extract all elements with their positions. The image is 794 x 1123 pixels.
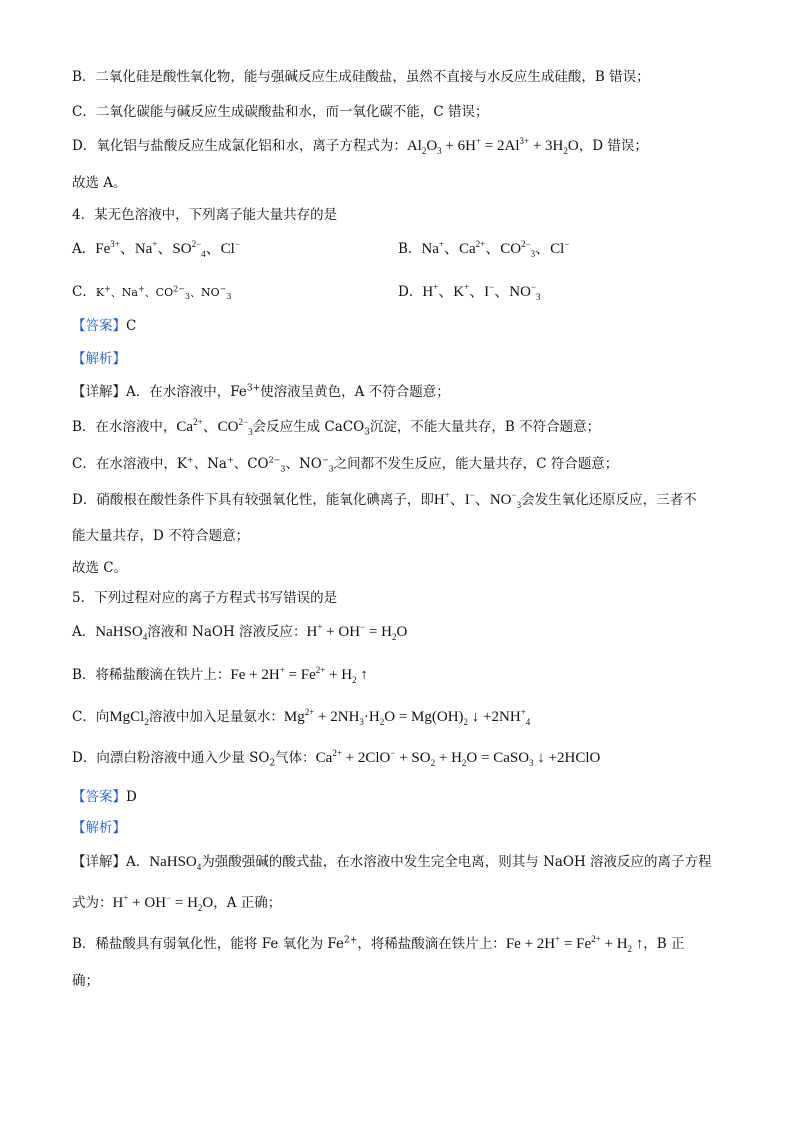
text: Al bbox=[406, 138, 422, 154]
text: + H bbox=[435, 750, 462, 766]
text: Ca bbox=[176, 419, 194, 435]
text: K bbox=[95, 286, 105, 299]
text: O = CaSO bbox=[466, 750, 530, 766]
question-5-stem bbox=[72, 589, 337, 607]
analysis-label: 【解析】 bbox=[72, 351, 126, 367]
superscript: 3+ bbox=[519, 136, 530, 146]
subscript: 2 bbox=[269, 758, 276, 769]
subscript: 2 bbox=[430, 758, 436, 768]
text: ↑ bbox=[356, 667, 368, 683]
superscript: + bbox=[104, 284, 111, 294]
superscript: 2+ bbox=[591, 934, 601, 944]
text: ↑ bbox=[632, 936, 644, 952]
text: Mg bbox=[283, 709, 305, 725]
text: D．硝酸根在酸性条件下具有较强氧化性，能氧化碘离子，即 bbox=[72, 492, 434, 508]
text: 、SO bbox=[157, 241, 192, 257]
text-line bbox=[72, 103, 488, 121]
superscript: 2− bbox=[238, 417, 249, 427]
formula bbox=[176, 419, 252, 435]
text: 确； bbox=[72, 973, 99, 989]
superscript: − bbox=[530, 282, 536, 292]
text-line bbox=[72, 174, 127, 192]
analysis-heading bbox=[72, 350, 126, 368]
superscript: + bbox=[444, 490, 450, 500]
text-line bbox=[72, 455, 618, 473]
text: NaHSO bbox=[149, 854, 197, 870]
formula bbox=[307, 624, 408, 640]
subscript: 2 bbox=[563, 146, 568, 156]
text: 、Cl bbox=[205, 241, 235, 257]
subscript: 3 bbox=[364, 427, 370, 438]
text: C．在水溶液中，K bbox=[72, 456, 187, 472]
subscript: 3 bbox=[359, 717, 364, 727]
analysis-label: 【解析】 bbox=[72, 820, 126, 836]
formula bbox=[506, 936, 643, 952]
subscript: 3 bbox=[280, 464, 286, 474]
formula bbox=[422, 284, 540, 300]
text: ，A 正确； bbox=[213, 895, 282, 911]
option-c bbox=[72, 283, 231, 302]
superscript: 2− bbox=[521, 239, 531, 249]
superscript: − bbox=[219, 284, 227, 294]
superscript: − bbox=[360, 622, 366, 632]
text: 、CO bbox=[233, 456, 269, 472]
text-line bbox=[72, 972, 99, 990]
text: H bbox=[306, 624, 318, 640]
superscript: + bbox=[227, 455, 234, 465]
option-c bbox=[72, 708, 530, 726]
superscript: 2+ bbox=[332, 748, 342, 758]
subscript: 2 bbox=[627, 944, 633, 954]
text: 会发生氧化还原反应，三者不 bbox=[521, 492, 697, 508]
text-line bbox=[72, 68, 650, 86]
formula bbox=[95, 284, 232, 302]
superscript: − bbox=[166, 893, 172, 903]
text: ，D 错误； bbox=[578, 138, 648, 154]
superscript: + bbox=[123, 893, 129, 903]
text-line bbox=[72, 137, 648, 155]
text: 、CO bbox=[202, 419, 239, 435]
superscript: 2+ bbox=[193, 417, 203, 427]
text: C．二氧化碳能与碱反应生成碳酸盐和水，而一氧化碳不能，C 错误； bbox=[72, 104, 489, 120]
text: ↓ +2HClO bbox=[533, 750, 601, 766]
superscript: − bbox=[390, 748, 396, 758]
question-4-stem bbox=[72, 206, 337, 224]
text: O bbox=[202, 895, 214, 911]
text: 、K bbox=[438, 284, 465, 300]
formula bbox=[230, 667, 367, 683]
superscript: + bbox=[475, 136, 482, 146]
text: = H bbox=[171, 895, 198, 911]
superscript: + bbox=[555, 934, 561, 944]
text: Fe + 2H bbox=[505, 936, 556, 952]
text: B． bbox=[398, 241, 422, 257]
text-line bbox=[72, 894, 281, 912]
text: 、Ca bbox=[444, 241, 476, 257]
superscript: − bbox=[511, 490, 517, 500]
superscript: + bbox=[433, 282, 439, 292]
text: 气体： bbox=[275, 750, 316, 766]
formula bbox=[149, 854, 201, 870]
text: 故选 C。 bbox=[72, 560, 128, 576]
superscript: − bbox=[489, 282, 495, 292]
text: O bbox=[426, 138, 438, 154]
superscript: + bbox=[152, 239, 158, 249]
text-line bbox=[72, 527, 249, 545]
superscript: + bbox=[520, 707, 526, 717]
text: + OH bbox=[322, 624, 361, 640]
subscript: 2 bbox=[461, 758, 467, 768]
text: D．氧化铝与盐酸反应生成氯化铝和水，离子方程式为： bbox=[72, 138, 407, 154]
formula bbox=[407, 138, 579, 154]
formula bbox=[434, 492, 521, 508]
text: O bbox=[396, 624, 408, 640]
text: 、Na bbox=[119, 241, 153, 257]
text: ↓ +2NH bbox=[468, 709, 521, 725]
subscript: 4 bbox=[525, 717, 531, 727]
text: C． bbox=[72, 284, 96, 300]
text: Fe + 2H bbox=[230, 667, 280, 683]
text: + 2ClO bbox=[341, 750, 391, 766]
option-a bbox=[72, 623, 407, 641]
text-line bbox=[72, 935, 685, 953]
text: O bbox=[567, 138, 579, 154]
superscript: − bbox=[469, 490, 475, 500]
text: B．稀盐酸具有弱氧化性，能将 Fe 氧化为 Fe bbox=[72, 936, 345, 952]
text: 、I bbox=[469, 284, 490, 300]
text: 之间都不发生反应，能大量共存，C 符合题意； bbox=[333, 456, 619, 472]
superscript: 3+ bbox=[110, 239, 120, 249]
text: ，B 正 bbox=[643, 936, 685, 952]
text: H bbox=[433, 492, 445, 508]
answer-line bbox=[72, 788, 137, 806]
text: 故选 A。 bbox=[72, 175, 127, 191]
subscript: 3 bbox=[516, 500, 522, 510]
text: MgCl bbox=[109, 709, 145, 725]
superscript: + bbox=[279, 665, 285, 675]
text: C．向 bbox=[72, 709, 110, 725]
text: 使溶液呈黄色，A 不符合题意； bbox=[260, 384, 450, 400]
formula bbox=[284, 709, 530, 725]
subscript: 2 bbox=[379, 717, 385, 727]
superscript: 2+ bbox=[475, 239, 486, 249]
subscript: 2 bbox=[463, 717, 469, 727]
text: 会反应生成 CaCO bbox=[252, 419, 365, 435]
text: D． bbox=[398, 284, 423, 300]
text: 、Na bbox=[193, 456, 227, 472]
text: + H bbox=[600, 936, 628, 952]
answer-value: D bbox=[126, 789, 137, 805]
superscript: 2− bbox=[173, 284, 185, 294]
subscript: 2 bbox=[421, 146, 427, 156]
text: + OH bbox=[128, 895, 167, 911]
text: 溶液中加入足量氨水： bbox=[148, 709, 284, 725]
formula bbox=[109, 709, 149, 725]
formula bbox=[421, 241, 569, 257]
option-a bbox=[72, 240, 240, 258]
subscript: 3 bbox=[529, 758, 534, 768]
text: 式为： bbox=[72, 895, 113, 911]
subscript: 3 bbox=[248, 427, 253, 437]
text: A． bbox=[72, 624, 96, 640]
option-b bbox=[72, 666, 368, 684]
text: + 2NH bbox=[314, 709, 360, 725]
subscript: 2 bbox=[197, 903, 203, 913]
text: 、CO bbox=[485, 241, 522, 257]
text-line bbox=[72, 559, 127, 577]
text: B．在水溶液中， bbox=[72, 419, 177, 435]
superscript: + bbox=[137, 284, 145, 294]
text: 、NO bbox=[474, 492, 512, 508]
subscript: 2 bbox=[391, 632, 397, 642]
superscript: + bbox=[438, 239, 444, 249]
text: 、CO bbox=[144, 286, 174, 299]
superscript: + bbox=[464, 282, 470, 292]
superscript: 2+ bbox=[315, 665, 326, 675]
text: H bbox=[422, 284, 434, 300]
text: 溶液和 NaOH 溶液反应： bbox=[147, 624, 307, 640]
text: 、NO bbox=[285, 456, 322, 472]
subscript: 3 bbox=[226, 292, 232, 302]
text: 4．某无色溶液中，下列离子能大量共存的是 bbox=[72, 207, 338, 223]
superscript: − bbox=[234, 239, 240, 249]
text: 、I bbox=[449, 492, 470, 508]
text: + 6H bbox=[441, 138, 476, 154]
text: Ca bbox=[315, 750, 333, 766]
superscript: 2+ bbox=[304, 707, 315, 717]
text: = 2Al bbox=[481, 138, 520, 154]
detail-label: 【详解】 bbox=[72, 854, 126, 870]
subscript: 3 bbox=[328, 464, 334, 474]
option-b bbox=[398, 240, 569, 258]
text: 沉淀，不能大量共存，B 不符合题意； bbox=[369, 419, 601, 435]
text: 为强酸强碱的酸式盐，在水溶液中发生完全电离，则其与 NaOH 溶液反应的离子方程 bbox=[201, 854, 712, 870]
answer-value: C bbox=[126, 318, 137, 334]
option-d bbox=[398, 283, 541, 301]
superscript: + bbox=[317, 622, 323, 632]
text: A． bbox=[72, 241, 96, 257]
superscript: 2− bbox=[191, 239, 202, 249]
subscript: 3 bbox=[437, 146, 442, 156]
text: = Fe bbox=[284, 667, 316, 683]
text: + 3H bbox=[529, 138, 564, 154]
text: Fe bbox=[95, 241, 111, 257]
text: + SO bbox=[395, 750, 431, 766]
detail-label: 【详解】 bbox=[72, 384, 126, 400]
superscript: − bbox=[321, 455, 329, 465]
text: = H bbox=[365, 624, 392, 640]
text: A．在水溶液中，Fe bbox=[126, 384, 247, 400]
formula bbox=[95, 624, 147, 640]
text: O = Mg(OH) bbox=[384, 709, 464, 725]
text: 、NO bbox=[494, 284, 531, 300]
superscript: 2− bbox=[268, 455, 281, 465]
superscript: − bbox=[564, 239, 570, 249]
text: ·H bbox=[363, 709, 380, 725]
answer-label: 【答案】 bbox=[72, 789, 126, 805]
text: 5．下列过程对应的离子方程式书写错误的是 bbox=[72, 590, 338, 606]
formula bbox=[316, 750, 601, 766]
subscript: 3 bbox=[530, 249, 536, 259]
text-line bbox=[72, 418, 600, 436]
superscript: + bbox=[186, 455, 194, 465]
text: 、NO bbox=[189, 286, 220, 299]
answer-label: 【答案】 bbox=[72, 318, 126, 334]
text-line bbox=[72, 491, 697, 509]
text: Na bbox=[421, 241, 439, 257]
text: D．向漂白粉溶液中通入少量 SO bbox=[72, 750, 270, 766]
text: ，将稀盐酸滴在铁片上： bbox=[357, 936, 506, 952]
subscript: 3 bbox=[536, 292, 541, 302]
text: 、Na bbox=[110, 286, 138, 299]
subscript: 2 bbox=[352, 675, 357, 685]
text: H bbox=[112, 895, 124, 911]
text: 能大量共存，D 不符合题意； bbox=[72, 528, 250, 544]
subscript: 2 bbox=[144, 717, 149, 727]
text: B．二氧化硅是酸性氧化物，能与强碱反应生成硅酸盐，虽然不直接与水反应生成硅酸，B 错误； bbox=[72, 69, 650, 85]
answer-line bbox=[72, 317, 136, 335]
subscript: 4 bbox=[201, 249, 206, 259]
text-line bbox=[72, 853, 712, 871]
text: NaHSO bbox=[95, 624, 143, 640]
option-d bbox=[72, 749, 600, 767]
superscript: 3+ bbox=[246, 383, 261, 394]
subscript: 4 bbox=[196, 862, 202, 872]
text-line bbox=[72, 383, 450, 401]
formula bbox=[95, 241, 240, 257]
text: + H bbox=[325, 667, 353, 683]
text: B．将稀盐酸滴在铁片上： bbox=[72, 667, 231, 683]
superscript: 2+ bbox=[344, 935, 358, 946]
subscript: 3 bbox=[184, 292, 190, 302]
text: = Fe bbox=[560, 936, 592, 952]
analysis-heading bbox=[72, 819, 126, 837]
formula bbox=[113, 895, 214, 911]
text: A． bbox=[126, 854, 150, 870]
text: 、Cl bbox=[535, 241, 565, 257]
subscript: 4 bbox=[142, 632, 148, 642]
